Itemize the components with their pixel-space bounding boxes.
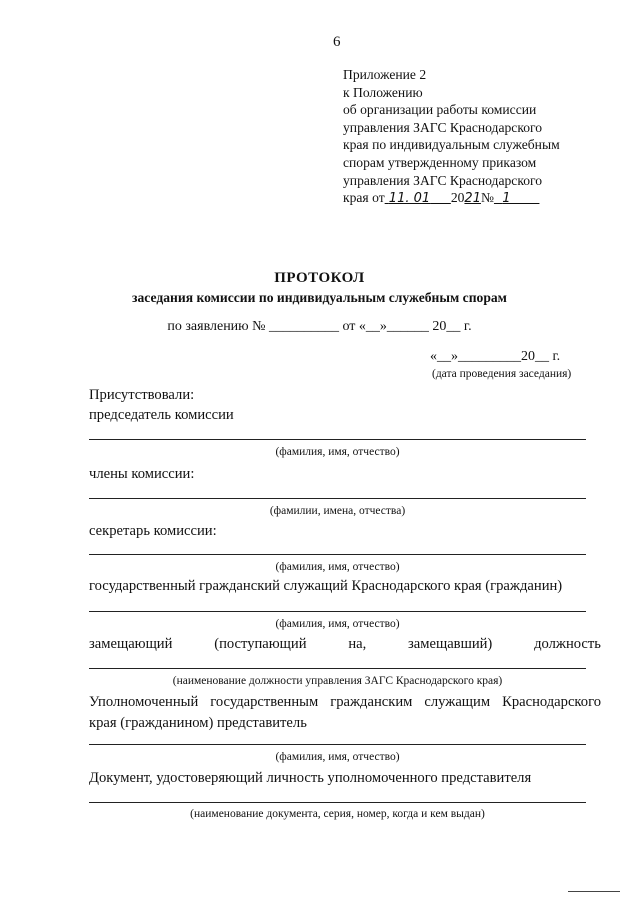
position-word: замещающий xyxy=(89,636,173,652)
position-word: замещавший) xyxy=(408,636,493,652)
appendix-line: об организации работы комиссии xyxy=(343,102,537,118)
representative-line: края (гражданином) представитель xyxy=(89,715,307,731)
appendix-date-line xyxy=(343,189,560,208)
chairman-caption: (фамилия, имя, отчество) xyxy=(275,446,400,458)
meeting-date-caption: (дата проведения заседания) xyxy=(432,368,572,380)
footer-mark-line xyxy=(568,891,620,892)
members-label: члены комиссии: xyxy=(89,466,195,482)
position-line xyxy=(89,636,601,653)
position-word: должность xyxy=(534,636,601,652)
secretary-label: секретарь комиссии: xyxy=(89,523,217,539)
appendix-year-handwritten: 21 xyxy=(464,191,481,207)
appendix-year-prefix: 20 xyxy=(450,190,465,206)
appendix-block xyxy=(343,66,560,208)
position-caption: (наименование должности управления ЗАГС Краснодарского края) xyxy=(172,675,503,687)
appendix-line: управления ЗАГС Краснодарского xyxy=(343,119,543,135)
appendix-line: Приложение 2 xyxy=(343,67,427,82)
servant-fill-line xyxy=(89,611,586,612)
position-word: на, xyxy=(348,636,367,652)
members-caption: (фамилии, имена, отчества) xyxy=(269,505,406,517)
representative-caption: (фамилия, имя, отчество) xyxy=(275,751,400,763)
appendix-line: края по индивидуальным служебным xyxy=(343,137,560,153)
secretary-fill-line xyxy=(89,554,586,555)
appendix-line: управления ЗАГС Краснодарского xyxy=(343,172,543,188)
representative-line: Уполномоченный государственным гражданским служащим Краснодарского xyxy=(89,694,601,710)
protocol-subtitle: заседания комиссии по индивидуальным служебным спорам xyxy=(132,290,507,305)
protocol-title: ПРОТОКОЛ xyxy=(274,270,365,286)
document-label: Документ, удостоверяющий личность уполномоченного представителя xyxy=(89,770,532,786)
present-label: Присутствовали: xyxy=(89,387,195,403)
representative-fill-line xyxy=(89,744,586,745)
chairman-fill-line xyxy=(89,439,586,440)
appendix-order-number: 1 xyxy=(502,191,511,207)
representative-paragraph xyxy=(89,692,601,734)
document-caption: (наименование документа, серия, номер, когда и кем выдан) xyxy=(190,808,485,820)
appendix-line: спорам утвержденному приказом xyxy=(343,154,537,170)
document-fill-line xyxy=(89,802,586,803)
chairman-label: председатель комиссии xyxy=(89,407,234,423)
application-line: по заявлению № __________ от «__»______ 20__ г. xyxy=(167,319,472,334)
members-fill-line xyxy=(89,498,586,499)
appendix-line: к Положению xyxy=(343,84,423,100)
appendix-date-handwritten: 11. 01 xyxy=(388,191,431,207)
position-fill-line xyxy=(89,668,586,669)
appendix-date-prefix: края от xyxy=(343,190,385,206)
servant-label: государственный гражданский служащий Краснодарского края (гражданин) xyxy=(89,578,563,594)
servant-caption: (фамилия, имя, отчество) xyxy=(275,618,400,630)
page-number: 6 xyxy=(333,34,341,50)
secretary-caption: (фамилия, имя, отчество) xyxy=(275,561,400,573)
meeting-date-line: «__»_________20__ г. xyxy=(430,349,561,364)
position-word: (поступающий xyxy=(214,636,307,652)
appendix-number-sign: № xyxy=(480,190,494,206)
